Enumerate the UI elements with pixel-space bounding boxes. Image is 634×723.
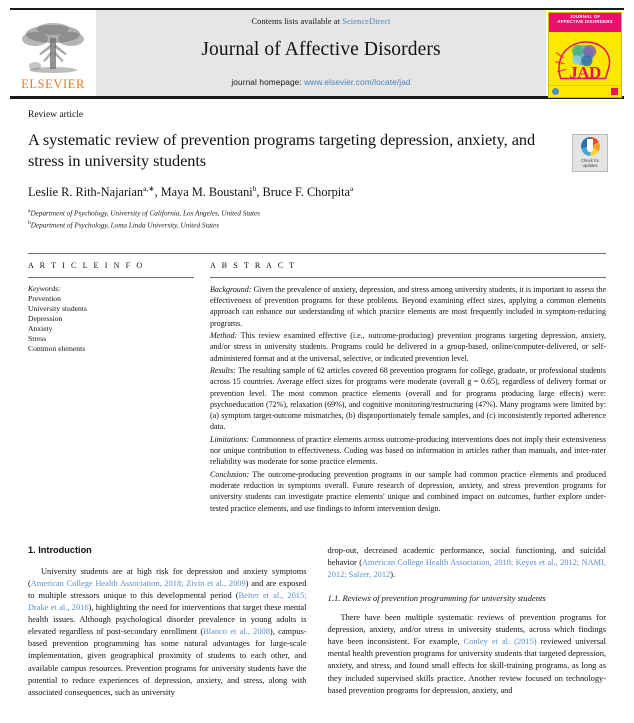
author-sep-1: , <box>154 185 161 200</box>
journal-banner-center <box>96 8 546 96</box>
affiliation-a-text: Department of Psychology, University of California, Los Angeles, United States <box>30 209 260 218</box>
affiliation-b <box>28 219 606 231</box>
sciencedirect-link[interactable]: ScienceDirect <box>342 17 391 26</box>
citation-link[interactable]: Blanco et al., 2008 <box>203 627 270 637</box>
cover-top-line2: AFFECTIVE DISORDERS <box>557 19 613 25</box>
article-info-rule <box>28 277 194 278</box>
body-two-column-region <box>28 545 606 699</box>
check-for-updates-badge[interactable] <box>572 134 608 172</box>
crossmark-icon <box>581 137 600 156</box>
abstract-rule <box>210 277 606 278</box>
info-abstract-region <box>28 253 606 515</box>
abstract-text-conclusion: The outcome-producing prevention programs in our sample had common practice elements and produced moderate reduction in symptoms overall. Future research of depression, anxiety, and stress prevention programs for university students can investigate practice elements' unique and combined impact on outcomes, further explore under-tested practice elements, and use findings to inform intervention design. <box>210 469 606 513</box>
cover-top-text <box>549 14 621 25</box>
citation-link[interactable]: American College Health Association, 2018; Keyes et al., 2012; NAMI, 2012; Salzer, 2012 <box>327 557 606 579</box>
keyword-item: University students <box>28 303 87 313</box>
section-heading-introduction: 1. Introduction <box>28 544 92 555</box>
elsevier-wordmark: ELSEVIER <box>21 77 85 91</box>
abstract-label-results: Results: <box>210 365 236 375</box>
abstract-section-results <box>210 365 606 433</box>
cover-top-line1: JOURNAL OF <box>569 14 601 19</box>
paper-page <box>0 8 634 723</box>
abstract-label-background: Background: <box>210 284 252 294</box>
cover-bottom-band <box>549 85 621 97</box>
elsevier-logo <box>10 8 96 96</box>
author-1: Leslie R. Rith-Najarian$^{a,∗}$ <box>28 184 155 200</box>
cu-line2: updates <box>582 163 598 168</box>
affiliation-b-mark: b <box>28 219 31 226</box>
cover-logo-left-icon <box>552 88 559 95</box>
abstract-section-background <box>210 284 606 329</box>
abstract-text-limitations: Commonness of practice elements across outcome-producing interventions does not imply their extensiveness nor unique contribution to effectiveness. Coding was based on information in articles rather than manuals, and inter-rater reliability was moderate for some practice elements. <box>210 434 606 467</box>
body-left-column <box>28 545 307 699</box>
journal-cover-wrapper <box>546 8 624 96</box>
author-sep-2: , <box>256 185 263 200</box>
citation-link[interactable]: Beiter et al., 2015; Drake et al., 2016 <box>28 591 307 613</box>
journal-homepage-url[interactable]: www.elsevier.com/locate/jad <box>304 77 411 87</box>
affiliation-a-mark: a <box>28 208 31 215</box>
author-3: Bruce F. Chorpita$^a$ <box>262 184 354 200</box>
cover-acronym: JAD <box>569 63 601 82</box>
article-info-column <box>28 254 204 515</box>
journal-homepage-line <box>231 77 410 87</box>
abstract-text-results: The resulting sample of 62 articles covered 68 prevention programs for college, graduate, or professional students across 15 countries. Average effect sizes for programs were moderate (overall g = 0.65), regardless of delivery format or prevention level. The most common practice elements (overall and for programs producing large effects) were: psychoeducation (72%), relaxation (69%), and cognitive monitoring/restructuring (47%). Many programs were limited by: (a) symptom target-outcome mismatches, (b) disproportionately female samples, and (c) inconsistently reported adherence data. <box>210 365 606 432</box>
keyword-item: Depression <box>28 313 63 323</box>
keyword-item: Stress <box>28 333 47 343</box>
abstract-text-background: Given the prevalence of anxiety, depression, and stress among university students, it is important to assess the effectiveness of prevention programs for these problems. Beyond examining effect sizes, applying a common elements approach can enhance our understanding of which practice elements are most frequently included in symptom-reducing programs. <box>210 284 606 328</box>
keyword-item: Prevention <box>28 293 61 303</box>
elsevier-tree-icon <box>17 20 89 78</box>
abstract-section-limitations <box>210 434 606 468</box>
abstract-column <box>204 254 606 515</box>
abstract-label-method: Method: <box>210 331 238 341</box>
header-bottom-rule <box>10 96 624 99</box>
body-paragraph-continued: drop-out, decreased academic performance, social functioning, and suicidal behavior (American College Health Association, 2018; Keyes et al., 2012; NAMI, 2012; Salzer, 2012). <box>327 545 606 579</box>
body-right-column <box>328 545 607 699</box>
author-list <box>28 184 606 200</box>
abstract-section-method <box>210 330 606 364</box>
body-paragraph: University students are at high risk for depression and anxiety symptoms (American College Health Association, 2018; Zivin et al., 2009) and are exposed to multiple stressors unique to this developmental period (Beiter et al., 2015; Drake et al., 2016), highlighting the need for interventions that target these mental health issues. Although psychological disorder prevalence in young adults is elevated regardless of post-secondary enrollment (Blanco et al., 2008), campus-based prevention programming has some natural advantages for large-scale implementation, given geographical proximity of students to each other, and available campus resources. Prevention programs for university students have the potential to reduce experiences of depression, anxiety, and stress, along with associated consequences, such as university <box>28 566 307 697</box>
keyword-item: Common elements <box>28 343 86 353</box>
abstract-label-conclusion: Conclusion: <box>210 469 250 479</box>
title-block <box>28 110 606 231</box>
cu-line1: Check for <box>581 158 599 163</box>
author-3-mark: a <box>350 184 354 193</box>
abstract-section-conclusion <box>210 469 606 514</box>
keyword-item: Anxiety <box>28 323 53 333</box>
abstract-heading: A B S T R A C T <box>210 260 297 270</box>
homepage-prefix: journal homepage: <box>231 77 305 87</box>
author-2-mark: b <box>252 184 257 193</box>
page-title: A systematic review of prevention programs targeting depression, anxiety, and stress in university students <box>28 130 536 170</box>
article-type-label: Review article <box>28 110 84 120</box>
affiliation-b-text: Department of Psychology, Loma Linda University, United States <box>30 221 220 230</box>
cover-logo-right-icon <box>611 88 618 95</box>
citation-link[interactable]: Conley et al. (2015) <box>463 637 537 647</box>
contents-prefix: Contents lists available at <box>251 17 343 26</box>
citation-link[interactable]: American College Health Association, 2018; Zivin et al., 2009 <box>30 578 246 588</box>
abstract-label-limitations: Limitations: <box>210 434 250 444</box>
journal-title: Journal of Affective Disorders <box>201 39 441 60</box>
journal-header-banner <box>10 8 624 96</box>
abstract-text-method: This review examined effective (i.e., outcome-producing) prevention programs targeting depression, anxiety, and/or stress in university students. Programs could be delivered in a group-based, online/computer-delivered, or self-administered format and at the universal, selective, or indicated prevention level. <box>210 331 606 363</box>
keywords-label: Keywords: <box>28 283 61 293</box>
author-1-mark: a,∗ <box>143 184 155 193</box>
contents-lists-line <box>251 17 390 26</box>
affiliation-list <box>28 207 606 231</box>
section-heading-reviews: 1.1. Reviews of prevention programming for university students <box>327 593 546 604</box>
affiliation-a <box>28 207 606 219</box>
body-paragraph: There have been multiple systematic reviews of prevention programs for depression, anxiety, and/or stress in university students, across which findings have been inconsistent. For example, Conley et al. (2015) reviewed universal mental health prevention programs for university students that targeted depression, anxiety, and stress, and found small effects for skill-training programs, as long as they included supervised skills practice. Another review focused on technology-based prevention programs for depression, anxiety, and <box>327 613 607 695</box>
author-2: Maya M. Boustani$^b$ <box>160 184 257 200</box>
check-for-updates-label <box>581 158 599 168</box>
journal-cover-image <box>548 12 622 98</box>
article-info-heading: A R T I C L E I N F O <box>28 260 145 270</box>
